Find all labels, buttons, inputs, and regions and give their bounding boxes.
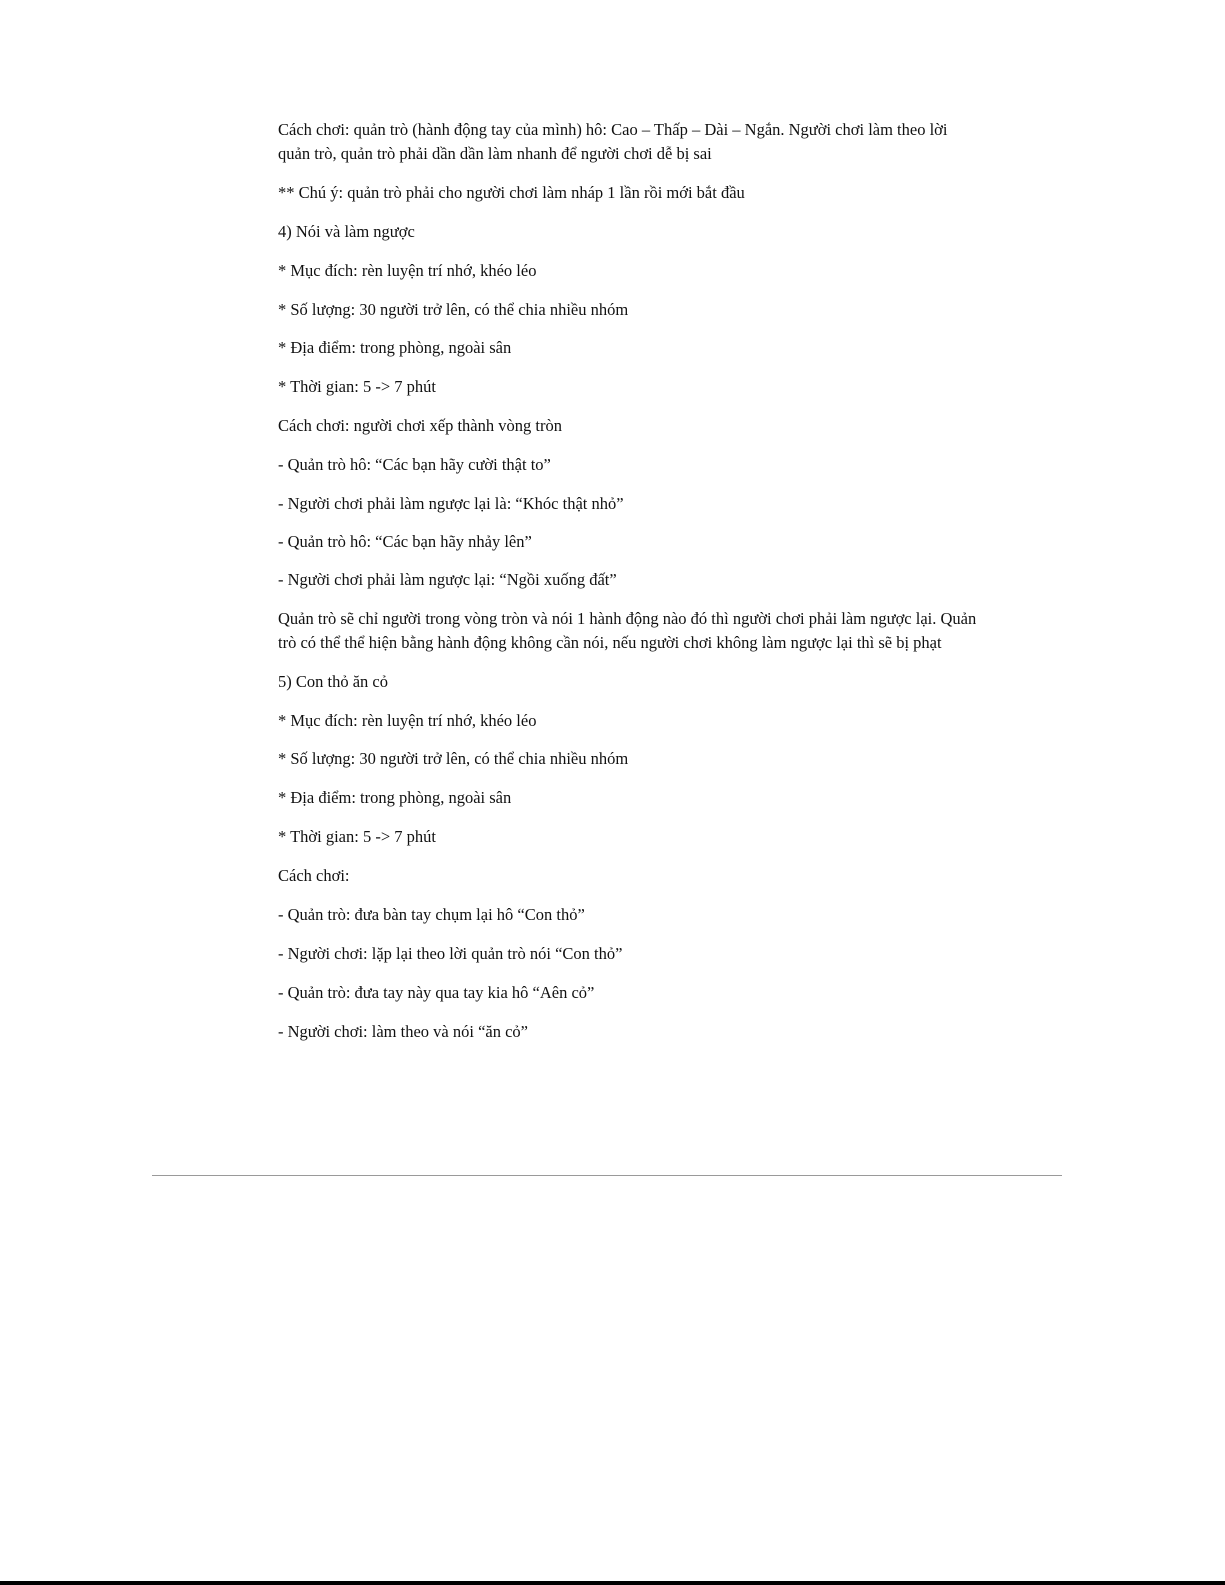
instruction-line: - Quản trò hô: “Các bạn hãy nhảy lên” xyxy=(278,532,532,551)
quantity-line: * Số lượng: 30 người trở lên, có thể chia nhiều nhóm xyxy=(278,300,629,319)
section-heading-5: 5) Con thỏ ăn cỏ xyxy=(278,672,388,691)
paragraph-game-rules-intro: Cách chơi: quản trò (hành động tay của mình) hô: Cao – Thấp – Dài – Ngắn. Người chơi làm theo lời quản trò, quản trò phải dần dần làm nhanh để người chơi dễ bị sai xyxy=(278,120,948,163)
time-line: * Thời gian: 5 -> 7 phút xyxy=(278,377,436,396)
section-heading-4: 4) Nói và làm ngược xyxy=(278,222,415,241)
purpose-line: * Mục đích: rèn luyện trí nhớ, khéo léo xyxy=(278,261,537,280)
page-divider xyxy=(152,1175,1062,1176)
page-bottom-edge xyxy=(0,1581,1225,1585)
instruction-line: - Người chơi: làm theo và nói “ăn cỏ” xyxy=(278,1022,528,1041)
instruction-line: - Quản trò: đưa bàn tay chụm lại hô “Con thỏ” xyxy=(278,905,585,924)
paragraph-note: ** Chú ý: quản trò phải cho người chơi làm nháp 1 lần rồi mới bắt đầu xyxy=(278,183,745,202)
instruction-line: - Người chơi phải làm ngược lại: “Ngồi xuống đất” xyxy=(278,570,617,589)
time-line: * Thời gian: 5 -> 7 phút xyxy=(278,827,436,846)
how-to-play-line: Cách chơi: người chơi xếp thành vòng tròn xyxy=(278,416,562,435)
document-body xyxy=(278,118,978,1059)
how-to-play-line: Cách chơi: xyxy=(278,866,350,885)
instruction-line: - Người chơi: lặp lại theo lời quản trò nói “Con thỏ” xyxy=(278,944,623,963)
instruction-line: - Quản trò: đưa tay này qua tay kia hô “Aên cỏ” xyxy=(278,983,595,1002)
quantity-line: * Số lượng: 30 người trở lên, có thể chia nhiều nhóm xyxy=(278,749,629,768)
paragraph-explanation: Quản trò sẽ chỉ người trong vòng tròn và nói 1 hành động nào đó thì người chơi phải làm ngược lại. Quản trò có thể thể hiện bằng hành động không cần nói, nếu người chơi không làm ngược lại thì sẽ bị phạt xyxy=(278,609,977,652)
instruction-line: - Người chơi phải làm ngược lại là: “Khóc thật nhỏ” xyxy=(278,494,624,513)
location-line: * Địa điểm: trong phòng, ngoài sân xyxy=(278,788,512,807)
instruction-line: - Quản trò hô: “Các bạn hãy cười thật to” xyxy=(278,455,551,474)
location-line: * Địa điểm: trong phòng, ngoài sân xyxy=(278,338,512,357)
purpose-line: * Mục đích: rèn luyện trí nhớ, khéo léo xyxy=(278,711,537,730)
